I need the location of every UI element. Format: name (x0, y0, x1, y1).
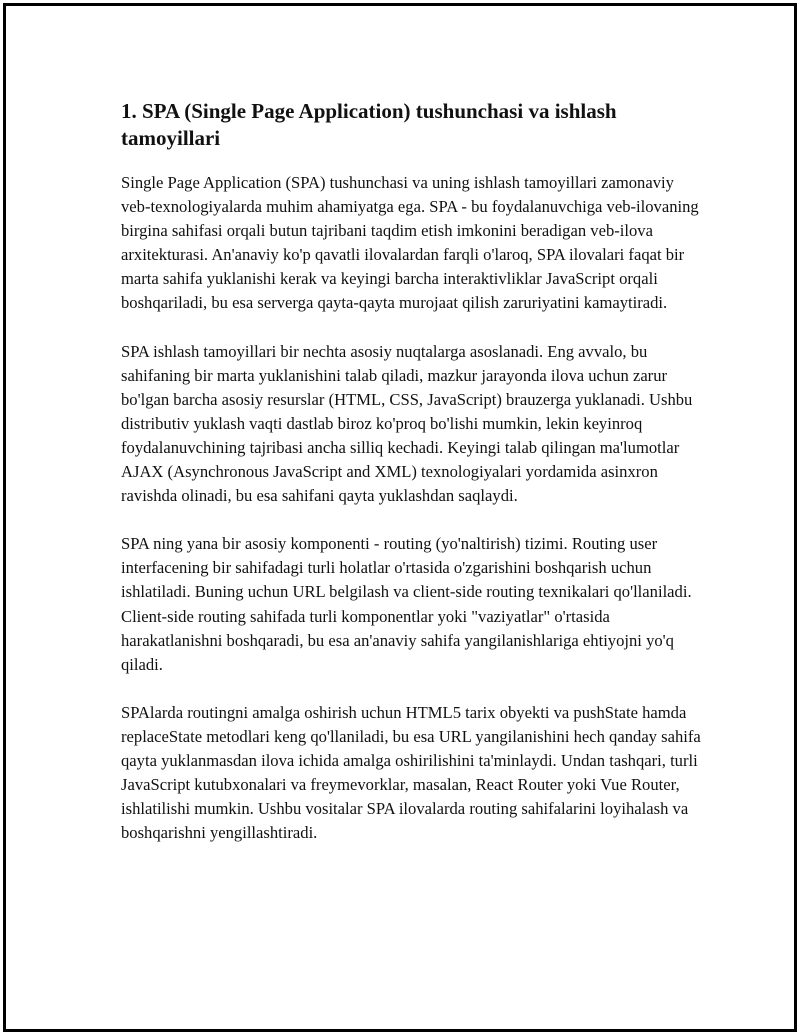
paragraph-principles: SPA ishlash tamoyillari bir nechta asosiy nuqtalarga asoslanadi. Eng avvalo, bu sahifaning bir marta yuklanishini talab qiladi, mazkur jarayonda ilova uchun zarur bo'lgan barcha asosiy resurslar (HTML, CSS, JavaScript) brauzerga yuklanadi. Ushbu distributiv yuklash vaqti dastlab biroz ko'proq bo'lishi mumkin, lekin keyinroq foydalanuvchining tajribasi ancha silliq kechadi. Keyingi talab qilingan ma'lumotlar AJAX (Asynchronous JavaScript and XML) texnologiyalari yordamida asinxron ravishda olinadi, bu esa sahifani qayta yuklashdan saqlaydi. (121, 341, 693, 506)
page-frame (3, 3, 797, 1032)
document-body (121, 98, 701, 869)
paragraph-history-api: SPAlarda routingni amalga oshirish uchun HTML5 tarix obyekti va pushState hamda replaceState metodlari keng qo'llaniladi, bu esa URL yangilanishini hech qanday sahifa qayta yuklanmasdan ilova ichida amalga oshirilishini ta'minlaydi. Undan tashqari, turli JavaScript kutubxonalari va freymevorklar, masalan, React Router yoki Vue Router, ishlatilishi mumkin. Ushbu vositalar SPA ilovalarda routing sahifalarini loyihalash va boshqarishni yengillashtiradi. (121, 702, 701, 843)
paragraph-routing: SPA ning yana bir asosiy komponenti - routing (yo'naltirish) tizimi. Routing user interfacening bir sahifadagi turli holatlar o'rtasida o'zgarishini boshqarish uchun ishlatiladi. Buning uchun URL belgilash va client-side routing texnikalari qo'llaniladi. Client-side routing sahifada turli komponentlar yoki "vaziyatlar" o'rtasida harakatlanishni boshqaradi, bu esa an'anaviy sahifa yangilanishlariga ehtiyojni yo'q qiladi. (121, 534, 692, 674)
section-heading: 1. SPA (Single Page Application) tushunchasi va ishlash tamoyillari (121, 99, 617, 150)
paragraph-intro: Single Page Application (SPA) tushunchasi va uning ishlash tamoyillari zamonaviy veb-texnologiyalarda muhim ahamiyatga ega. SPA - bu foydalanuvchiga veb-ilovaning birgina sahifasi orqali butun tajribani taqdim etish imkonini beradigan veb-ilova arxitekturasi. An'anaviy ko'p qavatli ilovalardan farqli o'laroq, SPA ilovalari faqat bir marta sahifa yuklanishi kerak va keyingi barcha interaktivliklar JavaScript orqali boshqariladi, bu esa serverga qayta-qayta murojaat qilish zaruriyatini kamaytiradi. (121, 173, 699, 313)
